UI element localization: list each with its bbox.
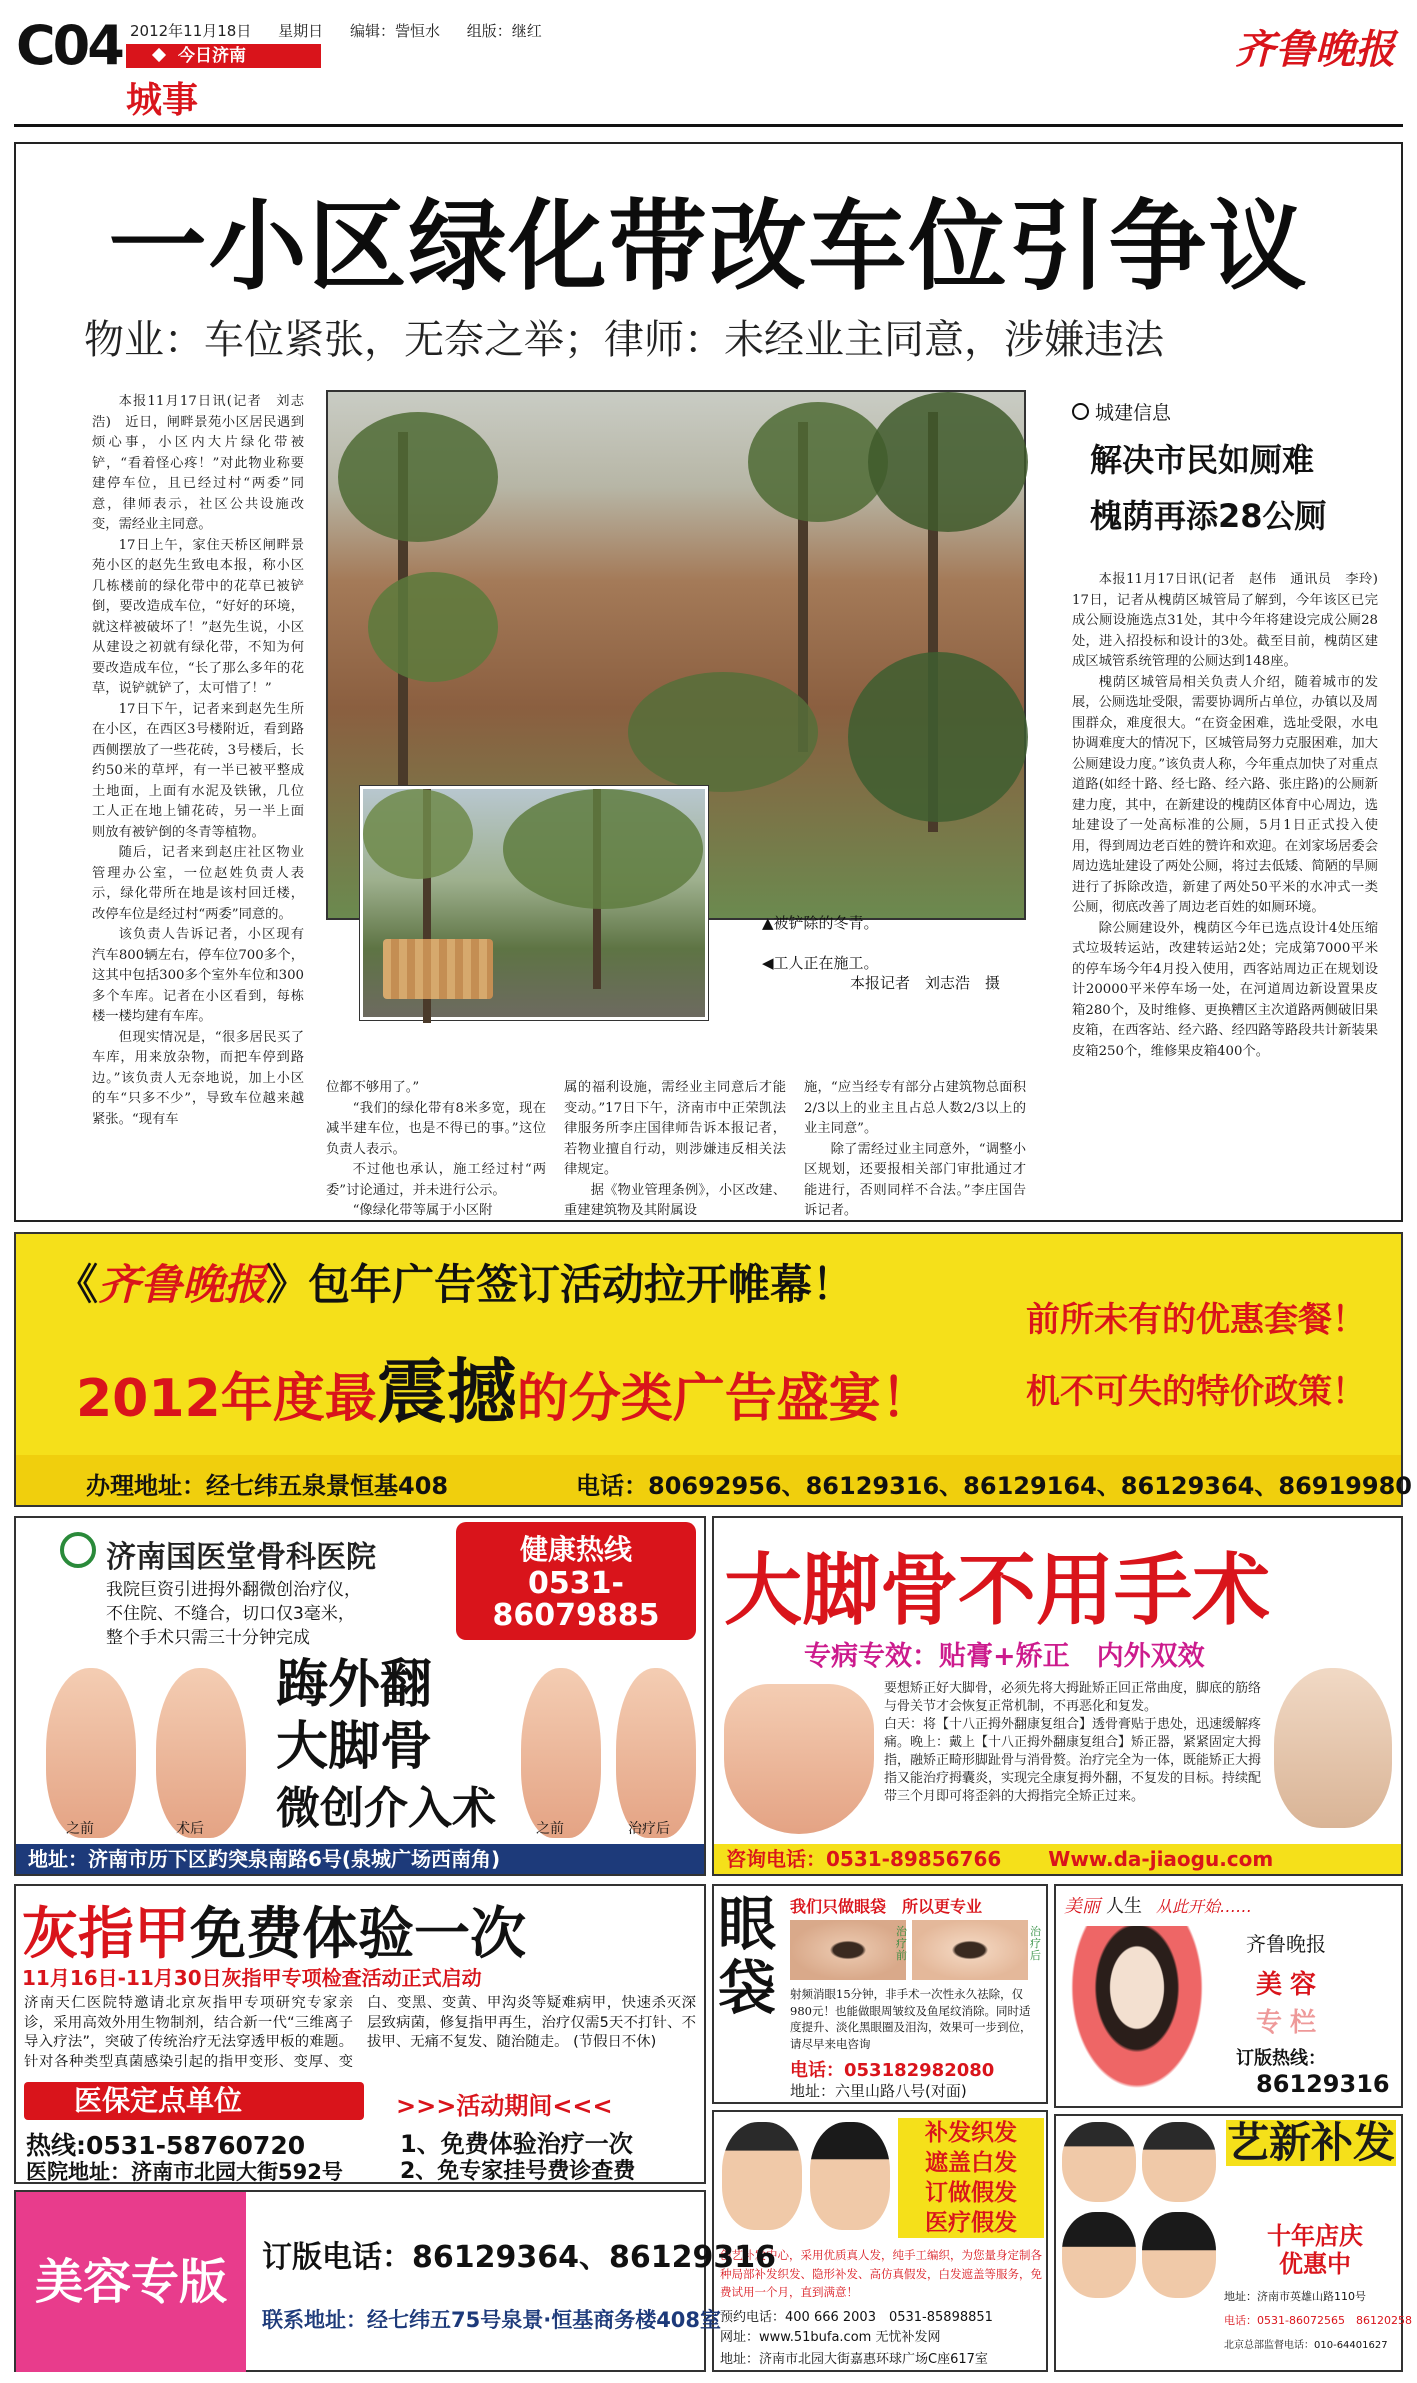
foot-xray-image: [724, 1684, 874, 1834]
hotline-prefix: 0531-: [528, 1566, 624, 1601]
paragraph: 施，“应当经专有部分占建筑物总面积2/3以上的业主且占总人数2/3以上的业主同意”。: [804, 1080, 1026, 1136]
label-before: 之前: [66, 1821, 94, 1837]
label-after: 治疗后: [1030, 1925, 1041, 1962]
ad-qilu-main-big: 震撼: [376, 1351, 517, 1433]
side-news-body: [1072, 570, 1392, 1210]
body-note: (节假日不休): [573, 2034, 657, 2050]
ad-dajiaogu-contact: [714, 1844, 1401, 1874]
eye-after-image: [912, 1920, 1028, 1980]
editor-credit: 编辑：訾恒水: [349, 22, 440, 40]
paragraph: 本报11月17日讯(记者 刘志浩) 近日，闸畔景苑小区居民遇到烦心事，小区内大片绿化带被铲，“看着怪心疼！”对此物业称要建停车位，且已经过村“两委”同意，律师表示，社区公共设施改变，需经业主同意。: [92, 394, 304, 532]
ad-guoyitang-hotline: [456, 1522, 696, 1640]
hotline-number: 86079885: [492, 1598, 660, 1633]
ad-yixin-badge: [1240, 2222, 1390, 2278]
ad-qilu-headline: [56, 1252, 854, 1312]
man-photo-1: [1062, 2122, 1136, 2202]
ad-dajiaogu-website: Www.da-jiaogu.com: [1048, 1847, 1274, 1871]
service: 订做假发: [925, 2180, 1017, 2206]
ad-qilu-right2: 机不可失的特价政策！: [1026, 1372, 1366, 1412]
ad-yixin-address: 地址：济南市英雄山路110号: [1224, 2290, 1366, 2303]
ad-meirong-brand: [1064, 1892, 1252, 1918]
paragraph: 随后，记者来到赵庄社区物业管理办公室，一位赵姓负责人表示，绿化带所在地是该村回迁楼，改停车位是经过村“两委”同意的。: [92, 845, 304, 922]
paragraph: 本报11月17日讯(记者 赵伟 通讯员 李玲) 17日，记者从槐荫区城管局了解到，今年该区已完成公厕设施选点31处，其中今年将建设完成公厕28处，进入招投标和设计的3处。截至目前，槐荫区建成区城管系统管理的公厕达到148座。: [1072, 572, 1392, 669]
brand-a: 美丽: [1064, 1896, 1100, 1917]
paragraph: “我们的绿化带有8米多宽，现在减半建车位，也是不得已的事。”这位负责人表示。: [326, 1100, 546, 1157]
paragraph: 除了需经过业主同意外，“调整小区规划，还要报相关部门审批通过才能进行，否则同样不合法。”李庄国告诉记者。: [804, 1141, 1026, 1218]
badge-line: 十年店庆: [1267, 2222, 1363, 2250]
paragraph: 属的福利设施，需经业主同意后才能变动。”17日下午，济南市中正荣凯法律服务所李庄国律师告诉本报记者，若物业擅自行动，则涉嫌违反相关法律规定。: [564, 1080, 786, 1177]
ad-huizhijia-period: >>>活动期间<<<: [396, 2092, 613, 2120]
woman-photo-1: [1062, 2212, 1136, 2298]
label-after: 术后: [176, 1821, 204, 1837]
woman-with-petals-image: [1062, 1926, 1212, 2102]
ad-dajiaogu-title: 大脚骨不用手术: [724, 1546, 1271, 1636]
ad-meirong-bar: [14, 2190, 776, 2372]
paragraph: 除公厕建设外，槐荫区今年已选点设计4处压缩式垃圾转运站，改建转运站2处；完成第7000平米的停车场今年4月投入使用，西客站周边正在规划设计20000平米停车场一处，在河道周边新设置果皮箱280个，及时维修、更换糟区主次道路两侧破旧果皮箱，在西客站、经六路、经四路等路段共计新装果皮箱250个，维修果皮箱400个。: [1072, 920, 1378, 1059]
ad-meirong-hotline: 86129316: [1256, 2070, 1390, 2098]
paragraph: 但现实情况是，“很多居民买了车库，用来放杂物，而把车停到路边。”该负责人无奈地说，加上小区的车“只多不少”，导致车位越来越紧张。“现有车: [92, 1029, 304, 1127]
label-after-2: 治疗后: [628, 1821, 670, 1837]
ad-bufa-text: 创艺补发中心，采用优质真人发，纯手工编织，为您量身定制各种局部补发织发、隐形补发、高仿真假发，白发遮盖等服务，免费试用一个月，直到满意！: [720, 2248, 1042, 2299]
label-before: 治疗前: [896, 1925, 907, 1962]
ad-meirong-bar-phone: 订版电话：86129364、86129316: [262, 2240, 776, 2275]
desc-line: 不住院、不缝合，切口仅3毫米，: [106, 1604, 355, 1624]
paragraph: 该负责人告诉记者，小区现有汽车800辆左右，停车位700多个，这其中包括300多个室外车位和300多个车库。记者在小区看到，每栋楼一楼均建有车库。: [92, 927, 304, 1024]
foot-before-image-2: [521, 1668, 601, 1838]
ad-huizhijia-title: [22, 1890, 526, 1970]
issue-weekday: 星期日: [278, 22, 324, 40]
foot-before-image: [46, 1668, 136, 1838]
ad-bufa-web: 网址：www.51bufa.com 无忧补发网: [720, 2330, 941, 2345]
service: 医疗假发: [925, 2210, 1017, 2236]
ad-huizhijia-campaign: 11月16日-11月30日灰指甲专项检查活动正式启动: [22, 1966, 482, 1990]
service: 补发织发: [925, 2120, 1017, 2146]
brand-b: 人生: [1106, 1896, 1142, 1917]
ad-yixin-beijing: 北京总部监督电话：010-64401627: [1224, 2340, 1388, 2351]
text-line: 白天：将【十八正拇外翻康复组合】透骨膏贴于患处，迅速缓解疼痛。晚上：戴上【十八正拇外翻康复组合】矫正器，紧紧固定大拇指，融矫正畸形脚趾骨与消骨赘。治疗完全为一体，既能矫正大拇指又能治疗拇囊炎，实现完全康复拇外翻，不复发的目标。持续配带三个月即可将歪斜的大拇指完全矫正过来。: [884, 1717, 1262, 1804]
ad-meirong-hotline-label: 订版热线：: [1236, 2048, 1326, 2069]
paragraph: 不过他也承认，施工经过村“两委”讨论通过，并未进行公示。: [326, 1162, 546, 1198]
paragraph: “像绿化带等属于小区附: [352, 1203, 493, 1218]
man-before-image: [722, 2122, 802, 2230]
ad-meirong-column2: 专栏: [1256, 2008, 1325, 2038]
side-news-title-line1: 解决市民如厕难: [1090, 441, 1315, 479]
ad-huizhijia-hotline: 热线:0531-58760720: [26, 2131, 306, 2160]
ad-yandai-address: 地址：六里山路八号(对面): [790, 2082, 967, 2100]
big-line: 踇外翻: [276, 1655, 433, 1715]
header-rule: [14, 124, 1403, 127]
foot-after-image-2: [616, 1668, 696, 1838]
ad-guoyitang-hospital: 济南国医堂骨科医院: [106, 1540, 376, 1575]
ad-huizhijia-offer1: 1、免费体验治疗一次: [400, 2130, 633, 2158]
ad-guoyitang-address: 地址：济南市历下区趵突泉南路6号(泉城广场西南角): [16, 1844, 704, 1874]
service: 遮盖白发: [925, 2150, 1017, 2176]
photo-caption-1: ▲被铲除的冬青。: [762, 914, 879, 932]
article-column-3: [564, 1078, 786, 1218]
paper-logo: 齐鲁晚报: [1235, 26, 1395, 73]
ad-huizhijia-address: 医院地址：济南市北园大街592号: [26, 2160, 343, 2184]
ad-yandai-big: 眼袋: [718, 1890, 777, 2022]
page-number: C04: [16, 14, 122, 77]
ad-yandai: [712, 1884, 1048, 2104]
ad-dajiaogu-phone: 咨询电话：0531-89856766: [726, 1847, 1002, 1871]
tagline: 从此开始……: [1156, 1897, 1253, 1916]
article-column-2: [326, 1078, 546, 1218]
ad-meirong-bar-title: 美容专版: [16, 2192, 246, 2372]
paragraph: 据《物业管理条例》，小区改建、重建建筑物及其附属设: [564, 1182, 786, 1218]
ad-yixin-title: 艺新补发: [1226, 2118, 1395, 2167]
woman-photo-2: [1142, 2212, 1216, 2298]
ad-yixin: [1054, 2114, 1412, 2372]
ad-huizhijia-body: [24, 1994, 696, 2072]
big-line: 大脚骨: [276, 1717, 433, 1777]
body-text: 济南天仁医院特邀请北京灰指甲专项研究专家亲诊，采用高效外用生物制剂，结合新一代“三维离子导入疗法”，突破了传统治疗无法穿透甲板的难题。针对各种类型真菌感染引起的指甲变形、变厚、变白、变黑、变黄、甲沟炎等疑难病甲，快速杀灭深层致病菌，修复指甲再生，治疗仅需5天不打针、不拔甲、无痛不复发、随治随走。: [24, 1995, 696, 2070]
ad-qilu-bracket: 《: [56, 1260, 99, 1309]
ad-qilu-annual: [14, 1232, 1412, 1507]
desc-line: 整个手术只需三十分钟完成: [106, 1628, 310, 1648]
foot-after-image: [156, 1668, 246, 1838]
title-black: 免费体验一次: [190, 1902, 526, 1967]
ad-qilu-phones: 电话：80692956、86129316、86129164、86129364、86919980: [576, 1472, 1412, 1500]
ad-dajiaogu-text: [884, 1680, 1264, 1832]
ad-guoyitang: [14, 1516, 706, 1876]
paragraph: 位都不够用了。”: [326, 1080, 420, 1095]
side-news-label: 城建信息: [1072, 398, 1171, 425]
issue-date: 2012年11月18日: [130, 22, 252, 40]
ad-meirong-bar-address: 联系地址：经七纬五75号泉景·恒基商务楼408室: [262, 2308, 722, 2332]
ad-qilu-address: 办理地址：经七纬五泉景恒基408: [86, 1472, 449, 1500]
ad-bufa-appt: 预约电话：400 666 2003 0531-85898851: [720, 2310, 993, 2325]
desc-line: 我院巨资引进拇外翻微创治疗仪，: [106, 1580, 361, 1600]
article-column-4: [804, 1078, 1026, 1218]
photo-caption-2: ◀工人正在施工。: [762, 954, 879, 972]
ad-guoyitang-desc: [106, 1578, 361, 1650]
layout-credit: 组版：继红: [466, 22, 542, 40]
big-line: 微创介入术: [276, 1783, 496, 1834]
section-title: 城事: [126, 80, 199, 121]
article-subheadline: 物业：车位紧张，无奈之举；律师：未经业主同意，涉嫌违法: [84, 317, 1164, 363]
title-red: 灰指甲: [22, 1902, 190, 1967]
article-headline: 一小区绿化带改车位引争议: [108, 190, 1309, 304]
text-line: 要想矫正好大脚骨，必须先将大拇趾矫正回正常曲度，脚底的筋络与骨关节才会恢复正常机制，不再恶化和复发。: [884, 1681, 1262, 1714]
hospital-logo-icon: [60, 1532, 96, 1568]
badge-line: 优惠中: [1279, 2250, 1351, 2278]
man-photo-2: [1142, 2122, 1216, 2202]
photo-credit: 本报记者 刘志浩 摄: [850, 974, 1001, 992]
ad-yandai-text: 射频消眼15分钟，非手术一次性永久祛除，仅980元！也能做眼周皱纹及鱼尾纹消除。同时适度提升、淡化黑眼圈及泪沟，效果可一步到位，请尽早来电咨询: [790, 1987, 1032, 2051]
ad-yandai-slogan: 我们只做眼袋 所以更专业: [790, 1897, 983, 1916]
header-meta: [130, 20, 564, 41]
ad-huizhijia-insurance: 医保定点单位: [24, 2082, 364, 2120]
ad-yixin-phone: 电话：0531-86072565 86120258: [1224, 2314, 1412, 2327]
ad-yandai-phone: 电话：053182982080: [790, 2060, 995, 2081]
ad-meirong-paper: 齐鲁晚报: [1246, 1932, 1326, 1956]
ad-qilu-main: [76, 1336, 933, 1437]
ad-qilu-right1: 前所未有的优惠套餐！: [1026, 1300, 1366, 1340]
ad-qilu-main-pre: 2012年度最: [76, 1369, 377, 1429]
ad-dajiaogu-slogan: 专病专效：贴膏+矫正 内外双效: [804, 1641, 1205, 1672]
hotline-label: 健康热线: [519, 1533, 632, 1566]
foot-brace-image: [1274, 1668, 1392, 1828]
ad-meirong: [1054, 1884, 1403, 2108]
ad-meirong-column: 美容: [1256, 1970, 1325, 2000]
ad-qilu-main-post: 的分类广告盛宴！: [516, 1369, 933, 1429]
man-after-image: [810, 2122, 890, 2230]
ad-dajiaogu: [712, 1516, 1403, 1876]
ad-qilu-title-suffix: 》包年广告签订活动拉开帷幕！: [266, 1260, 855, 1309]
ad-bufa-address: 地址：济南市北园大街嘉惠环球广场C座617室: [720, 2352, 988, 2367]
side-news-title-line2: 槐荫再添28公厕: [1090, 497, 1327, 535]
paragraph: 17日上午，家住天桥区闸畔景苑小区的赵先生致电本报，称小区几栋楼前的绿化带中的花草已被铲倒，要改造成车位，“好好的环境，就这样被破坏了！”赵先生说，小区从建设之初就有绿化带，不知为何要改造成车位，“长了那么多年的花草，说铲就铲了，太可惜了！”: [92, 537, 304, 696]
ad-bufa-services: [898, 2118, 1044, 2238]
ad-huizhijia: [14, 1884, 706, 2184]
side-news-title: [1090, 432, 1327, 544]
label-before-2: 之前: [536, 1821, 564, 1837]
photo-workers: [360, 786, 708, 1020]
paragraph: 17日下午，记者来到赵先生所在小区，在西区3号楼附近，看到路西侧摆放了一些花砖，3号楼后，长约50米的草坪，有一半已被平整成土地面，上面有水泥及铁锹，几位工人正在地上铺花砖，另一半上面则放有被铲倒的冬青等植物。: [92, 701, 304, 840]
column-tag: 今日济南: [126, 44, 321, 68]
eye-before-image: [790, 1920, 906, 1980]
ad-qilu-brand: 齐鲁晚报: [98, 1260, 267, 1309]
ad-guoyitang-big: [276, 1654, 496, 1840]
article-column-1: [92, 392, 304, 1200]
paragraph: 槐荫区城管局相关负责人介绍，随着城市的发展，公厕选址受限，需要协调所占单位，办镇以及周围群众，难度很大。“在资金困难，选址受限，水电协调难度大的情况下，区城管局努力克服困难，加大公厕建设力度。”该负责人称，今年重点加快了对重点道路(如经十路、经七路、经六路、张庄路)的公厕新建力度，其中，在新建设的槐荫区体育中心周边，选址建设了一处高标准的公厕，5月1日正式投入使用，得到周边老百姓的赞许和欢迎。在刘家场居委会周边选址建设了两处公厕，将过去低矮、简陋的旱厕进行了拆除改造，新建了两处50平米的水冲式一类公厕，彻底改善了周边老百姓的如厕环境。: [1072, 674, 1378, 915]
ad-huizhijia-offer2: 2、免专家挂号费诊查费: [400, 2159, 636, 2184]
